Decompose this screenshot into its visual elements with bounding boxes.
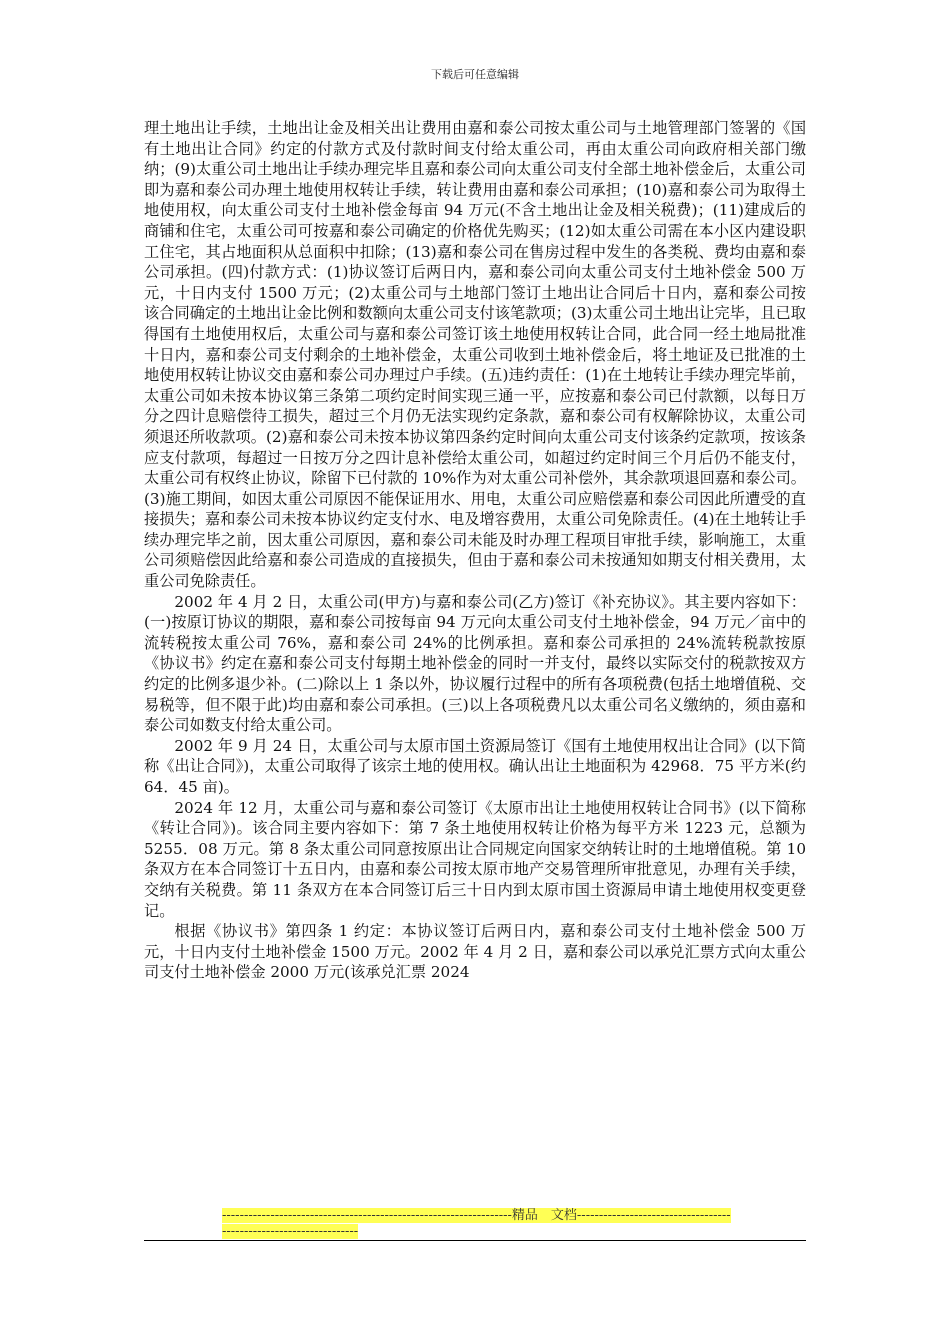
paragraph-2: 2002 年 4 月 2 日，太重公司(甲方)与嘉和泰公司(乙方)签订《补充协议》。其主要内容如下：(一)按原订协议的期限，嘉和泰公司按每亩 94 万元向太重公司支付土地补偿金，94 万元／亩中的流转税按太重公司 76%，嘉和泰公司 24%的比例承担。嘉和泰公司承担的 24%流转税款按原《协议书》约定在嘉和泰公司支付每期土地补偿金的同时一并支付，最终以实际交付的税款按双方约定的比例多退少补。(二)除以上 1 条以外，协议履行过程中的所有各项税费(包括土地增值税、交易税等，但不限于此)均由嘉和泰公司承担。(三)以上各项税费凡以太重公司名义缴纳的，须由嘉和泰公司如数支付给太重公司。 xyxy=(144,592,806,735)
page-footer xyxy=(222,1208,732,1240)
document-body xyxy=(144,118,806,983)
paragraph-3: 2002 年 9 月 24 日，太重公司与太原市国土资源局签订《国有土地使用权出让合同》(以下简称《出让合同》)，太重公司取得了该宗土地的使用权。确认出让土地面积为 42968．75 平方米(约 64．45 亩)。 xyxy=(144,736,806,796)
paragraph-4: 2024 年 12 月，太重公司与嘉和泰公司签订《太原市出让土地使用权转让合同书》(以下简称《转让合同》)。该合同主要内容如下：第 7 条土地使用权转让价格为每平方米 1223 元，总额为 5255．08 万元。第 8 条太重公司同意按原出让合同规定向国家交纳转让时的土地增值税。第 10 条双方在本合同签订十五日内，由嘉和泰公司按太原市地产交易管理所审批意见，办理有关手续，交纳有关税费。第 11 条双方在本合同签订后三十日内到太原市国土资源局申请土地使用权变更登记。 xyxy=(144,798,806,920)
footer-divider xyxy=(144,1240,806,1241)
page-header: 下载后可任意编辑 xyxy=(431,68,519,81)
footer-text: ------------------------------------------------------------------精品 文档------------------------------------------------------------------ xyxy=(222,1208,731,1239)
paragraph-1: 理土地出让手续，土地出让金及相关出让费用由嘉和泰公司按太重公司与土地管理部门签署的《国有土地出让合同》约定的付款方式及付款时间支付给太重公司，再由太重公司向政府相关部门缴纳；(9)太重公司土地出让手续办理完毕且嘉和泰公司向太重公司支付全部土地补偿金后，太重公司即为嘉和泰公司办理土地使用权转让手续，转让费用由嘉和泰公司承担；(10)嘉和泰公司为取得土地使用权，向太重公司支付土地补偿金每亩 94 万元(不含土地出让金及相关税费)；(11)建成后的商铺和住宅，太重公司可按嘉和泰公司确定的价格优先购买；(12)如太重公司需在本小区内建设职工住宅，其占地面积从总面积中扣除；(13)嘉和泰公司在售房过程中发生的各类税、费均由嘉和泰公司承担。(四)付款方式：(1)协议签订后两日内，嘉和泰公司向太重公司支付土地补偿金 500 万元，十日内支付 1500 万元；(2)太重公司与土地部门签订土地出让合同后十日内，嘉和泰公司按该合同确定的土地出让金比例和数额向太重公司支付该笔款项；(3)太重公司土地出让完毕，且已取得国有土地使用权后，太重公司与嘉和泰公司签订该土地使用权转让合同，此合同一经土地局批准十日内，嘉和泰公司支付剩余的土地补偿金，太重公司收到土地补偿金后，将土地证及已批准的土地使用权转让协议交由嘉和泰公司办理过户手续。(五)违约责任：(1)在土地转让手续办理完毕前，太重公司如未按本协议第三条第二项约定时间实现三通一平，应按嘉和泰公司已付款额，以每日万分之四计息赔偿待工损失，超过三个月仍无法实现约定条款，嘉和泰公司有权解除协议，太重公司须退还所收款项。(2)嘉和泰公司未按本协议第四条约定时间向太重公司支付该条约定款项，按该条应支付款项，每超过一日按万分之四计息补偿给太重公司，如超过约定时间三个月后仍不能支付，太重公司有权终止协议，除留下已付款的 10%作为对太重公司补偿外，其余款项退回嘉和泰公司。(3)施工期间，如因太重公司原因不能保证用水、用电，太重公司应赔偿嘉和泰公司因此所遭受的直接损失；嘉和泰公司未按本协议约定支付水、电及增容费用，太重公司免除责任。(4)在土地转让手续办理完毕之前，因太重公司原因，嘉和泰公司未能及时办理工程项目审批手续，影响施工，太重公司须赔偿因此给嘉和泰公司造成的直接损失，但由于嘉和泰公司未按通知如期支付相关费用，太重公司免除责任。 xyxy=(144,119,806,591)
paragraph-5: 根据《协议书》第四条 1 约定：本协议签订后两日内，嘉和泰公司支付土地补偿金 500 万元，十日内支付土地补偿金 1500 万元。2002 年 4 月 2 日，嘉和泰公司以承兑汇票方式向太重公司支付土地补偿金 2000 万元(该承兑汇票 2024 xyxy=(144,922,806,982)
